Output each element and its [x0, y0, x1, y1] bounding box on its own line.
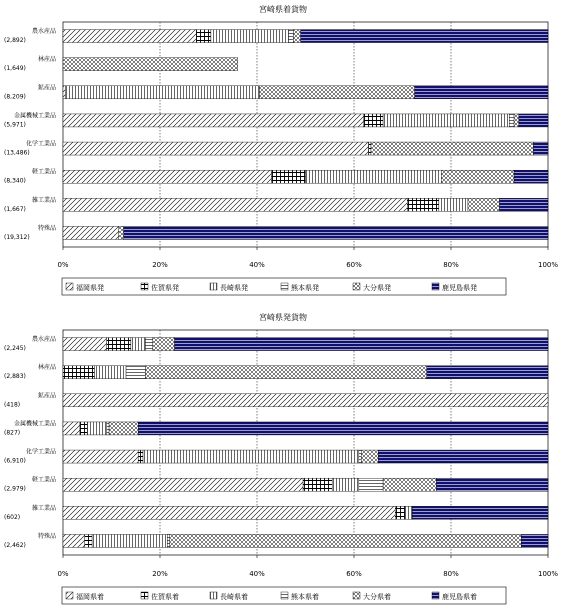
bar-segment: [303, 478, 332, 491]
category-total: (2,892): [4, 37, 26, 45]
bar-segment: [143, 450, 359, 463]
bar-segment: [63, 114, 364, 127]
category-label: 金属機械工業品: [13, 420, 56, 428]
bar-segment: [107, 422, 109, 435]
category-label: 軽工業品: [31, 476, 56, 484]
bar-segment: [65, 86, 259, 99]
bar-segment: [92, 534, 167, 547]
category-total: (19,312): [4, 233, 30, 241]
legend-swatch: [66, 592, 73, 599]
bar-segment: [405, 506, 412, 519]
bar-segment: [427, 366, 548, 379]
legend-label: 大分県着: [363, 593, 391, 601]
legend-label: 佐賀県着: [151, 593, 179, 601]
bar-segment: [63, 226, 119, 239]
plot-frame: [63, 22, 548, 247]
category-total: (602): [4, 513, 21, 521]
x-tick-label: 0%: [57, 261, 69, 269]
bar-segment: [289, 30, 294, 43]
bar-segment: [138, 422, 548, 435]
legend-label: 鹿児島県着: [442, 593, 477, 601]
category-total: (8,209): [4, 93, 26, 101]
legend-swatch: [141, 592, 148, 599]
bar-segment: [145, 366, 426, 379]
category-total: (418): [4, 401, 21, 409]
legend-label: 熊本県発: [291, 284, 319, 292]
chart-layer: [4, 4, 558, 604]
bar-segment: [383, 478, 436, 491]
bar-segment: [63, 142, 369, 155]
bar-segment: [359, 478, 383, 491]
x-tick-label: 20%: [152, 261, 168, 269]
bar-segment: [359, 450, 361, 463]
category-total: (6,910): [4, 457, 26, 465]
bar-segment: [124, 226, 548, 239]
legend-label: 熊本県着: [291, 593, 319, 601]
x-tick-label: 0%: [57, 570, 69, 578]
category-total: (8,340): [4, 177, 26, 185]
legend-swatch: [353, 283, 360, 290]
bar-segment: [519, 114, 548, 127]
category-total: (2,245): [4, 345, 26, 353]
bar-segment: [301, 30, 548, 43]
bar-segment: [170, 534, 522, 547]
bar-segment: [509, 114, 514, 127]
bar-segment: [332, 478, 359, 491]
legend-label: 長崎県着: [220, 593, 248, 601]
bar-segment: [175, 338, 548, 351]
bar-segment: [211, 30, 289, 43]
bar-segment: [415, 86, 548, 99]
category-total: (1,667): [4, 205, 26, 213]
legend-label: 鹿児島県発: [442, 284, 477, 292]
category-total: (827): [4, 429, 21, 437]
bar-segment: [126, 366, 145, 379]
bar-segment: [514, 170, 548, 183]
bar-segment: [63, 450, 138, 463]
category-label: 化学工業品: [25, 448, 56, 456]
x-tick-label: 60%: [346, 261, 362, 269]
category-total: (2,979): [4, 485, 26, 493]
bar-segment: [436, 478, 548, 491]
bar-segment: [63, 58, 238, 71]
bar-segment: [533, 142, 548, 155]
bar-segment: [167, 534, 169, 547]
x-tick-label: 80%: [443, 570, 459, 578]
bar-segment: [63, 86, 65, 99]
legend-swatch: [141, 283, 148, 290]
bar-segment: [306, 170, 442, 183]
category-label: 鉱産品: [37, 84, 56, 92]
category-total: (2,883): [4, 373, 26, 381]
category-total: (5,971): [4, 121, 26, 129]
bar-segment: [514, 114, 519, 127]
bar-segment: [80, 422, 87, 435]
bar-segment: [407, 198, 439, 211]
legend-swatch: [353, 592, 360, 599]
legend-label: 福岡県発: [76, 284, 104, 292]
x-tick-label: 80%: [443, 261, 459, 269]
bar-segment: [293, 30, 300, 43]
category-total: (1,649): [4, 65, 26, 73]
legend-label: 長崎県発: [220, 284, 248, 292]
category-label: 農水産品: [31, 336, 56, 344]
plot-frame: [63, 330, 548, 555]
bar-segment: [63, 506, 395, 519]
legend-swatch: [281, 283, 288, 290]
bar-segment: [107, 338, 131, 351]
bar-segment: [109, 422, 138, 435]
bar-segment: [153, 338, 175, 351]
bar-segment: [369, 142, 371, 155]
category-label: 雑工業品: [31, 504, 56, 512]
category-label: 鉱産品: [37, 392, 56, 400]
legend-swatch: [432, 283, 439, 290]
x-tick-label: 40%: [249, 570, 265, 578]
bar-segment: [63, 198, 407, 211]
bar-segment: [63, 422, 80, 435]
category-label: 金属機械工業品: [13, 112, 56, 120]
category-total: (2,462): [4, 541, 26, 549]
x-tick-label: 20%: [152, 570, 168, 578]
x-tick-label: 100%: [537, 570, 559, 578]
bar-segment: [521, 534, 548, 547]
bar-segment: [364, 114, 383, 127]
legend-swatch: [281, 592, 288, 599]
bar-segment: [63, 338, 107, 351]
bar-segment: [395, 506, 405, 519]
bar-segment: [85, 534, 92, 547]
bar-segment: [145, 338, 152, 351]
legend-label: 佐賀県発: [151, 284, 179, 292]
chart-title: 宮崎県発貨物: [259, 313, 307, 322]
legend-swatch: [210, 283, 217, 290]
legend-label: 福岡県着: [76, 593, 104, 601]
category-label: 特殊品: [37, 532, 56, 540]
bar-segment: [87, 422, 106, 435]
x-tick-label: 60%: [346, 570, 362, 578]
category-total: (13,486): [4, 149, 30, 157]
bar-segment: [468, 198, 500, 211]
category-label: 雑工業品: [31, 196, 56, 204]
bar-segment: [412, 506, 548, 519]
bar-segment: [63, 478, 303, 491]
bar-segment: [119, 226, 124, 239]
bar-segment: [63, 170, 272, 183]
bar-segment: [361, 450, 378, 463]
bar-segment: [439, 198, 468, 211]
bar-segment: [63, 366, 95, 379]
bar-segment: [131, 338, 146, 351]
bar-segment: [95, 366, 127, 379]
x-tick-label: 40%: [249, 261, 265, 269]
bar-segment: [63, 394, 548, 407]
bar-segment: [259, 86, 414, 99]
bar-segment: [383, 114, 509, 127]
bar-segment: [196, 30, 211, 43]
category-label: 化学工業品: [25, 140, 56, 148]
chart-title: 宮崎県着貨物: [259, 5, 307, 14]
bar-segment: [63, 534, 85, 547]
category-label: 軽工業品: [31, 168, 56, 176]
bar-segment: [378, 450, 548, 463]
bar-segment: [138, 450, 143, 463]
category-label: 林産品: [37, 56, 56, 64]
legend-swatch: [432, 592, 439, 599]
category-label: 林産品: [37, 364, 56, 372]
category-label: 農水産品: [31, 28, 56, 36]
legend-swatch: [66, 283, 73, 290]
bar-segment: [500, 198, 549, 211]
bar-segment: [371, 142, 533, 155]
bar-segment: [441, 170, 514, 183]
legend-swatch: [210, 592, 217, 599]
category-label: 特殊品: [37, 224, 56, 232]
x-tick-label: 100%: [537, 261, 559, 269]
bar-segment: [272, 170, 306, 183]
bar-segment: [63, 30, 196, 43]
legend-label: 大分県発: [363, 284, 391, 292]
